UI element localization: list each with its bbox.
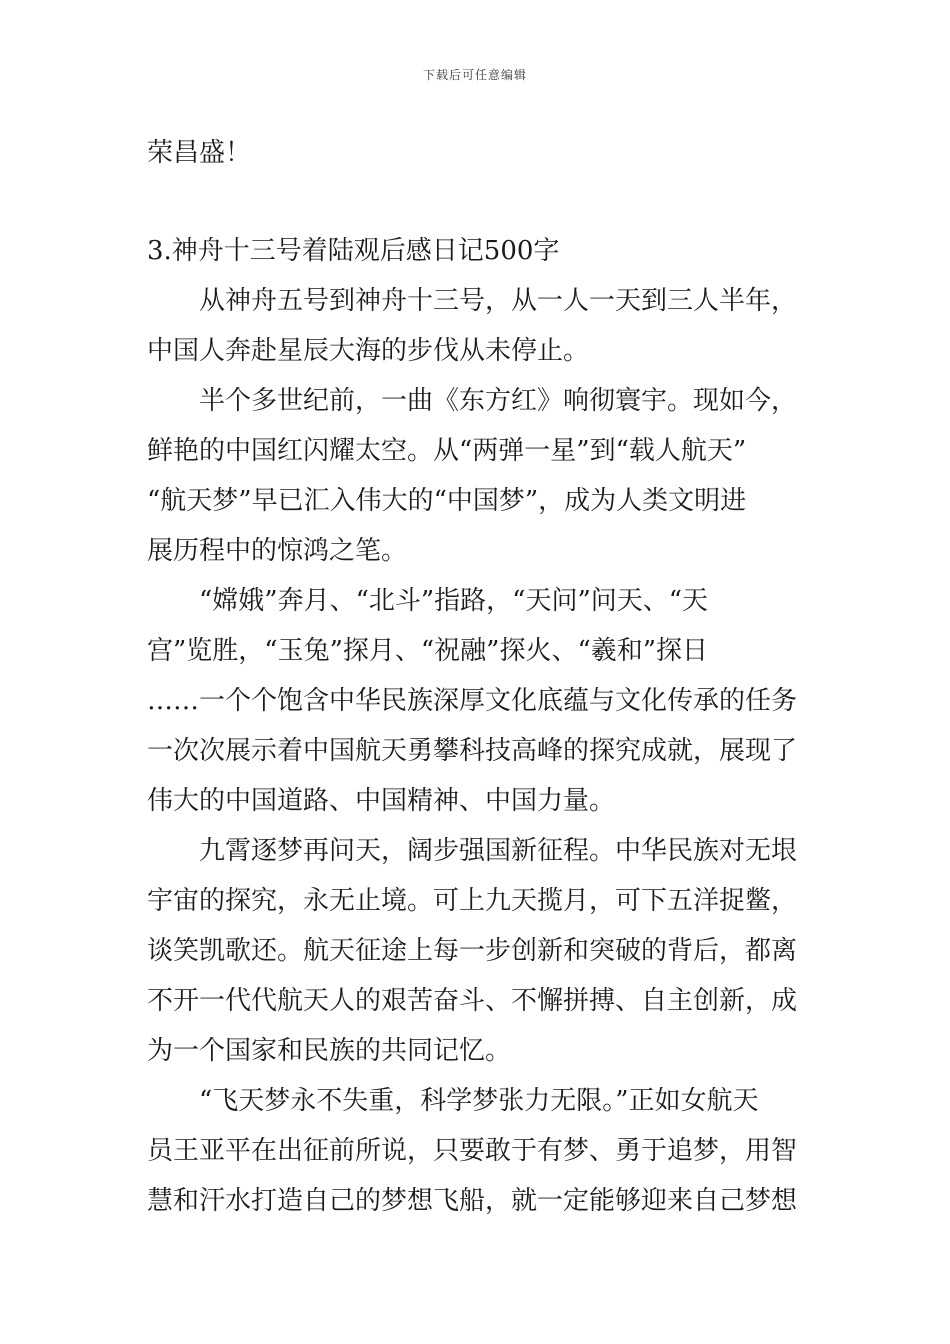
paragraph-line: 宫”览胜，“玉兔”探月、“祝融”探火、“羲和”探日 (147, 636, 709, 666)
paragraph-line: 半个多世纪前，一曲《东方红》响彻寰宇。现如今， (199, 386, 798, 416)
paragraph-line: 一次次展示着中国航天勇攀科技高峰的探究成就，展现了 (147, 736, 798, 766)
paragraph-line: “嫦娥”奔月、“北斗”指路，“天问”问天、“天 (199, 586, 709, 616)
header-note: 下载后可任意编辑 (422, 68, 527, 82)
paragraph-line: 员王亚平在出征前所说，只要敢于有梦、勇于追梦，用智 (147, 1136, 798, 1166)
paragraph-1 (147, 276, 807, 376)
paragraph-2 (147, 376, 807, 576)
paragraph-line: 九霄逐梦再问天，阔步强国新征程。中华民族对无垠 (199, 836, 798, 866)
paragraph-line: “航天梦”早已汇入伟大的“中国梦”，成为人类文明进 (147, 486, 747, 516)
paragraph-line: 为一个国家和民族的共同记忆。 (147, 1036, 512, 1066)
paragraph-line: 慧和汗水打造自己的梦想飞船，就一定能够迎来自己梦想 (147, 1186, 798, 1216)
paragraph-line: 鲜艳的中国红闪耀太空。从“两弹一星”到“载人航天” (147, 436, 747, 466)
paragraph-line: 谈笑凯歌还。航天征途上每一步创新和突破的背后，都离 (147, 936, 798, 966)
paragraph-3 (147, 576, 807, 826)
paragraph-line: 不开一代代航天人的艰苦奋斗、不懈拼搏、自主创新，成 (147, 986, 798, 1016)
paragraph-line: 宇宙的探究，永无止境。可上九天揽月，可下五洋捉鳖， (147, 886, 798, 916)
document-body (147, 128, 807, 1226)
paragraph-4 (147, 826, 807, 1076)
paragraph-line: 中国人奔赴星辰大海的步伐从未停止。 (147, 336, 590, 366)
paragraph-line: ……一个个饱含中华民族深厚文化底蕴与文化传承的任务 (147, 686, 798, 716)
paragraph-line: “飞天梦永不失重，科学梦张力无限。”正如女航天 (199, 1086, 759, 1116)
section-title: 3.神舟十三号着陆观后感日记500字 (147, 236, 560, 266)
paragraph-5 (147, 1076, 807, 1226)
paragraph-line: 伟大的中国道路、中国精神、中国力量。 (147, 786, 616, 816)
paragraph-line: 从神舟五号到神舟十三号，从一人一天到三人半年， (199, 286, 798, 316)
continuation-line: 荣昌盛！ (147, 138, 252, 168)
paragraph-line: 展历程中的惊鸿之笔。 (147, 536, 408, 566)
